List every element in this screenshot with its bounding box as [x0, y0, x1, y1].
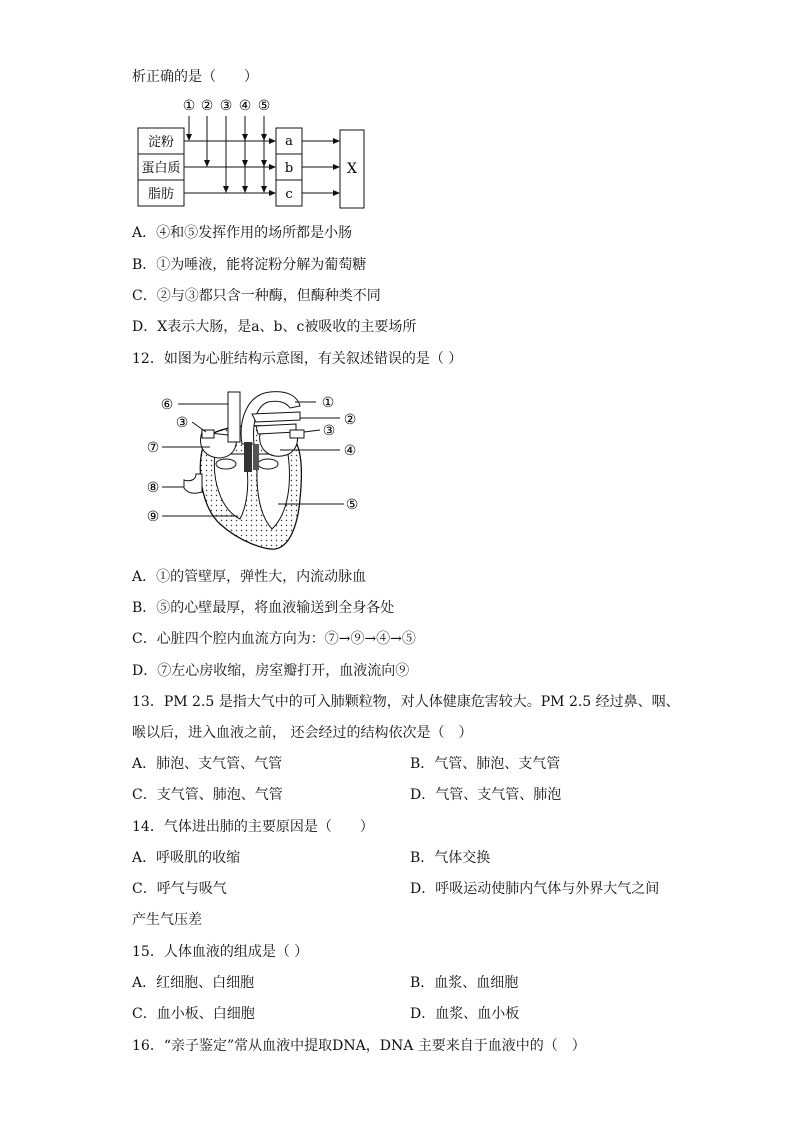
q13-option-d: D．气管、支气管、肺泡 [410, 787, 562, 803]
product-b: b [284, 161, 294, 176]
q13-option-c: C．支气管、肺泡、气管 [132, 787, 283, 803]
marker-1: ① [182, 98, 196, 114]
marker-5: ⑤ [257, 98, 271, 114]
q14-option-a: A．呼吸肌的收缩 [132, 850, 241, 866]
marker-3: ③ [219, 98, 233, 114]
digestion-diagram [134, 94, 370, 212]
heart-label-9: ⑨ [146, 509, 160, 525]
q14-option-d: D．呼吸运动使肺内气体与外界大气之间 [410, 881, 660, 897]
heart-label-2: ② [343, 412, 357, 428]
q15-option-d: D．血浆、血小板 [410, 1006, 520, 1022]
heart-label-8: ⑧ [146, 480, 160, 496]
q13-option-b: B．气管、肺泡、支气管 [410, 756, 561, 772]
q13-stem-line1: 13．PM 2.5 是指大气中的可入肺颗粒物，对人体健康危害较大。PM 2.5 经过鼻、咽、 [132, 694, 680, 710]
heart-label-5: ⑤ [345, 497, 359, 513]
heart-label-1: ① [321, 395, 335, 411]
q11-stem-tail: 析正确的是（ ） [132, 69, 258, 85]
q12-option-d: D．⑦左心房收缩，房室瓣打开，血液流向⑨ [132, 663, 410, 679]
q11-option-c: C．②与③都只含一种酶，但酶种类不同 [132, 288, 381, 304]
q15-option-c: C．血小板、白细胞 [132, 1006, 255, 1022]
q11-option-a: A．④和⑤发挥作用的场所都是小肠 [132, 225, 353, 241]
heart-label-7: ⑦ [146, 440, 160, 456]
q13-option-a: A．肺泡、支气管、气管 [132, 756, 283, 772]
nutrient-fat: 脂肪 [147, 187, 175, 202]
target-x: X [347, 161, 357, 177]
product-a: a [285, 134, 293, 149]
q16-stem: 16．“亲子鉴定”常从血液中提取DNA，DNA 主要来自于血液中的（ ） [132, 1038, 586, 1054]
q15-stem: 15．人体血液的组成是（ ） [132, 944, 309, 960]
product-c: c [285, 187, 293, 202]
q14-option-b: B．气体交换 [410, 850, 491, 866]
heart-label-6: ⑥ [160, 397, 174, 413]
marker-4: ④ [238, 98, 252, 114]
q15-option-a: A．红细胞、白细胞 [132, 975, 255, 991]
q12-option-b: B．⑤的心壁最厚，将血液输送到全身各处 [132, 600, 395, 616]
marker-2: ② [200, 98, 214, 114]
q14-option-d-continued: 产生气压差 [132, 912, 202, 928]
q11-option-b: B．①为唾液，能将淀粉分解为葡萄糖 [132, 257, 367, 273]
q15-option-b: B．血浆、血细胞 [410, 975, 519, 991]
q14-stem: 14．气体进出肺的主要原因是（ ） [132, 819, 374, 835]
q12-stem: 12．如图为心脏结构示意图，有关叙述错误的是（ ） [132, 351, 463, 367]
q12-option-a: A．①的管壁厚，弹性大，内流动脉血 [132, 569, 367, 585]
q13-stem-line2: 喉以后，进入血液之前， 还会经过的结构依次是（ ） [132, 725, 473, 741]
heart-label-4: ④ [343, 443, 357, 459]
q11-option-d: D．X表示大肠，是a、b、c被吸收的主要场所 [132, 319, 417, 335]
heart-label-3-right: ③ [322, 423, 336, 439]
q14-option-c: C．呼气与吸气 [132, 881, 227, 897]
heart-diagram [140, 384, 370, 554]
q12-option-c: C．心脏四个腔内血流方向为：⑦→⑨→④→⑤ [132, 631, 416, 647]
heart-label-3-left: ③ [175, 415, 189, 431]
nutrient-starch: 淀粉 [147, 135, 175, 150]
nutrient-protein: 蛋白质 [141, 161, 181, 176]
